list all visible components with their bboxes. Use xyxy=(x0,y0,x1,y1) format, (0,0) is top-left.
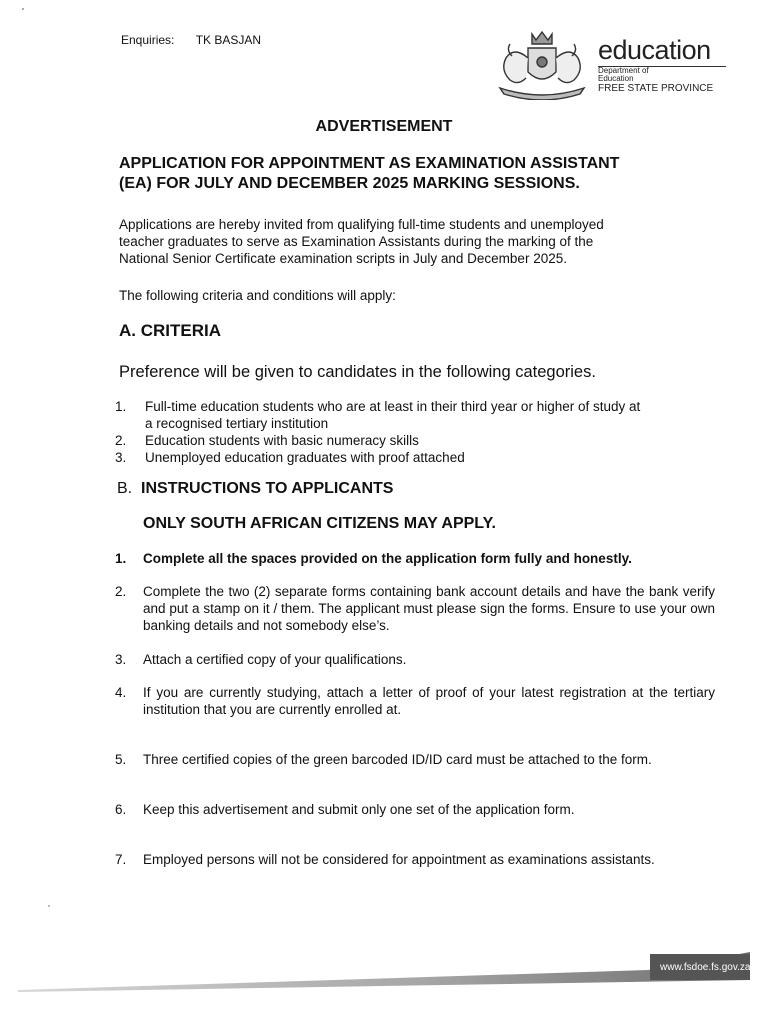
instruction-text: Three certified copies of the green barcoded ID/ID card must be attached to the form. xyxy=(143,752,652,767)
brand-word: education xyxy=(598,35,711,65)
brand-logo xyxy=(598,36,726,95)
instruction-text: Keep this advertisement and submit only one set of the application form. xyxy=(143,802,575,817)
instruction-text: Complete the two (2) separate forms containing bank account details and have the bank verify and put a stamp on it / them. The applicant must please sign the forms. Ensure to use your own banking details and not somebody else’s. xyxy=(143,584,715,633)
list-item-number: 1. xyxy=(115,399,127,414)
preference-statement: Preference will be given to candidates in the following categories. xyxy=(119,363,596,381)
instruction-text: Complete all the spaces provided on the application form fully and honestly. xyxy=(143,551,632,566)
list-item-text: Full-time education students who are at least in their third year or higher of study at xyxy=(145,399,641,414)
list-item-number: 3. xyxy=(115,450,127,465)
instruction-number: 1. xyxy=(115,551,127,566)
instruction-item xyxy=(115,851,715,868)
instruction-item xyxy=(115,684,715,718)
instruction-text: Attach a certified copy of your qualifications. xyxy=(143,652,407,667)
footer-band xyxy=(18,952,750,992)
list-item-text: a recognised tertiary institution xyxy=(145,416,329,431)
criteria-intro: The following criteria and conditions will apply: xyxy=(119,288,396,303)
section-a-heading: A. CRITERIA xyxy=(119,321,221,340)
instruction-number: 6. xyxy=(115,802,127,817)
list-item xyxy=(115,449,735,466)
advert-heading xyxy=(119,154,719,194)
instruction-number: 5. xyxy=(115,752,127,767)
instruction-number: 7. xyxy=(115,852,127,867)
list-item-number: 2. xyxy=(115,433,127,448)
intro-line: Applications are hereby invited from qualifying full-time students and unemployed xyxy=(119,217,604,232)
instruction-item xyxy=(115,583,715,634)
list-item xyxy=(115,432,735,449)
brand-province: FREE STATE PROVINCE xyxy=(598,83,714,94)
instruction-item xyxy=(115,801,715,818)
scan-speck xyxy=(22,8,24,10)
instruction-text: Employed persons will not be considered for appointment as examinations assistants. xyxy=(143,852,655,867)
scan-speck xyxy=(48,905,50,907)
heading-line: (EA) FOR JULY AND DECEMBER 2025 MARKING SESSIONS. xyxy=(119,175,580,192)
instruction-item xyxy=(115,651,715,668)
intro-paragraph xyxy=(119,216,679,267)
section-b-title: INSTRUCTIONS TO APPLICANTS xyxy=(141,480,394,497)
enquiries-name: TK BASJAN xyxy=(195,33,262,47)
enquiries-line xyxy=(121,33,261,47)
criteria-list xyxy=(115,398,735,466)
instruction-number: 3. xyxy=(115,652,127,667)
instruction-item xyxy=(115,550,715,567)
list-item-text: Unemployed education graduates with proof attached xyxy=(145,450,465,465)
instruction-text: If you are currently studying, attach a letter of proof of your latest registration at the tertiary institution that you are currently enrolled at. xyxy=(143,685,715,717)
brand-dept-line1: Department of xyxy=(598,66,649,75)
heading-line: APPLICATION FOR APPOINTMENT AS EXAMINATION ASSISTANT xyxy=(119,155,620,172)
list-item xyxy=(115,398,735,432)
citizens-note: ONLY SOUTH AFRICAN CITIZENS MAY APPLY. xyxy=(143,515,496,532)
page-title: ADVERTISEMENT xyxy=(315,118,453,135)
intro-line: teacher graduates to serve as Examination Assistants during the marking of the xyxy=(119,234,594,249)
brand-dept-line2: Education xyxy=(598,74,634,83)
coat-of-arms-icon xyxy=(492,28,592,100)
enquiries-label: Enquiries: xyxy=(121,33,175,47)
instruction-number: 2. xyxy=(115,584,127,599)
intro-line: National Senior Certificate examination scripts in July and December 2025. xyxy=(119,251,567,266)
section-b-letter: B. xyxy=(117,480,133,497)
section-b-heading xyxy=(117,480,393,498)
list-item-text: Education students with basic numeracy skills xyxy=(145,433,419,448)
instruction-number: 4. xyxy=(115,685,127,700)
instruction-item xyxy=(115,751,715,768)
footer-url: www.fsdoe.fs.gov.za xyxy=(660,962,751,973)
